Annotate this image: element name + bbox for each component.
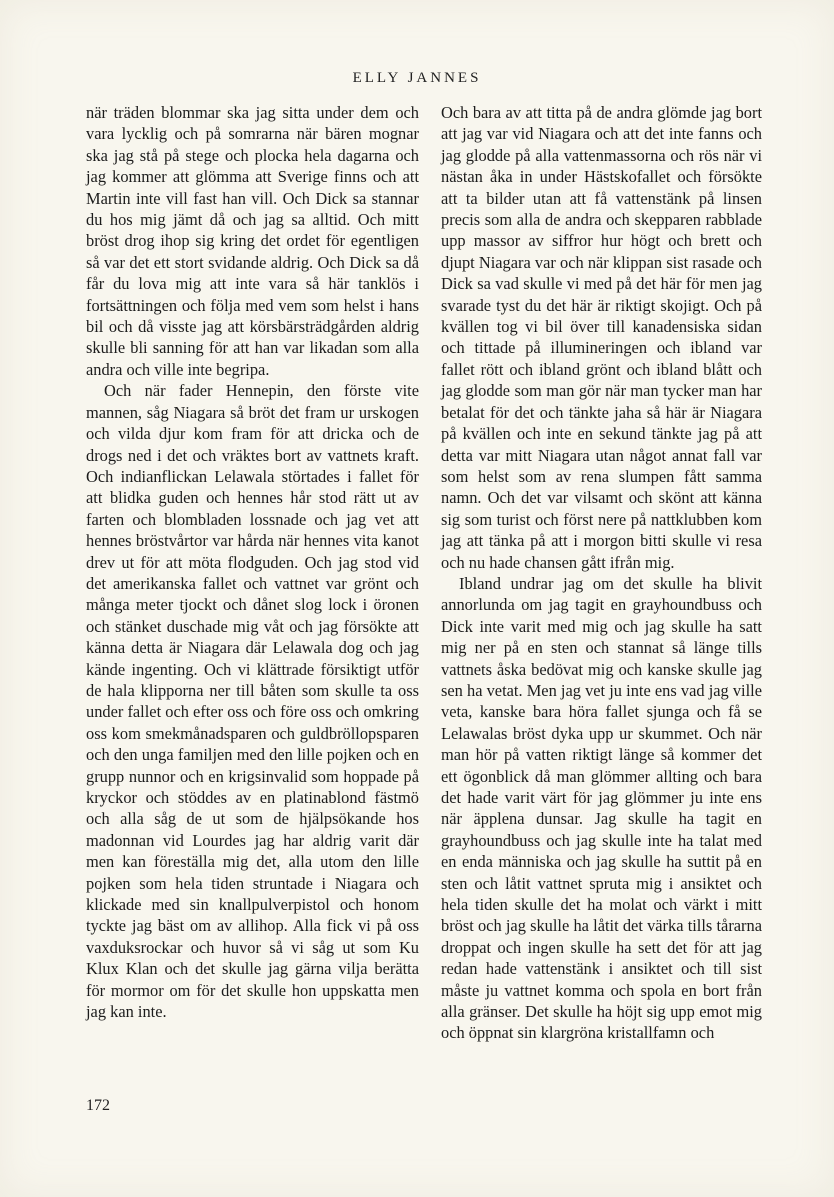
left-column	[86, 102, 419, 1022]
running-head: ELLY JANNES	[352, 70, 482, 86]
right-paragraph-2: Ibland undrar jag om det skulle ha blivit annorlunda om jag tagit en grayhoundbuss och Dick inte varit med mig och jag skulle ha satt mig ner på en sten och stannat så länge tills vattnets åska bedövat mig och kanske skulle jag sen ha vetat. Men jag vet ju inte ens vad jag ville veta, kanske bara höra fallet sjunga och få se Lelawalas bröst dyka upp ur skummet. Och när man hör på vatten riktigt länge så kommer det ett ögonblick då man glömmer allting och bara det hade varit värt för jag glömmer ju inte ens när äpplena dunsar. Jag skulle ha tagit en grayhoundbuss och jag skulle inte ha talat med en enda människa och jag skulle ha suttit på en sten och låtit vattnet spruta mig i ansiktet och hela tiden skulle det ha molat och värkt i mitt bröst och jag skulle ha låtit det värka tills tårarna droppat och ingen skulle ha sett det för att jag redan hade vattenstänk i ansiktet och till sist måste ju vattnet komma och spola en bort från alla gränser. Det skulle ha höjt sig upp emot mig och öppnat sin klargröna kristallfamn och	[441, 573, 762, 1043]
left-paragraph-2: Och när fader Hennepin, den förste vite mannen, såg Niagara så bröt det fram ur urskogen och vilda djur kom fram för att dricka och de drogs ned i det och vräktes bort av vattnets kraft. Och indianflickan Lelawala störtades i fallet för att blidka guden och hennes hår stod rätt ut av farten och blombladen lossnade och jag vet att hennes bröstvårtor var hårda när hennes vita kanot drev ut för att möta flodguden. Och jag stod vid det amerikanska fallet och vattnet var grönt och många meter tjockt och dånet slog lock i öronen och stänket duschade mig våt och jag försökte att känna detta är Niagara där Lelawala dog och jag kände ingenting. Och vi klättrade försiktigt utför de hala klipporna ner till båten som skulle ta oss under fallet och efter oss och före oss och omkring oss kom smekmånadsparen och guldbröllopsparen och den unga familjen med den lille pojken och en grupp nunnor och en krigsinvalid som hoppade på kryckor och stöddes av en platinablond fästmö och alla såg de ut som de hjälpsökande hos madonnan vid Lourdes jag har aldrig varit där men kan föreställa mig det, alla utom den lille pojken som hela tiden struntade i Niagara och klickade med sin knallpulverpistol och honom tyckte jag bäst om av allihop. Alla fick vi på oss vaxduksrockar och huvor så vi såg ut som Ku Klux Klan och det skulle jag gärna vilja berätta för mormor om för det skulle hon uppskatta men jag kan inte.	[86, 381, 419, 1022]
right-column	[441, 102, 762, 1044]
left-paragraph-1: när träden blommar ska jag sitta under dem och vara lycklig och på somrarna när bären mognar ska jag stå på stege och plocka hela dagarna och jag kommer att glömma att Sverige finns och att Martin inte vill fast han vill. Och Dick sa stannar du hos mig jämt då och jag sa alltid. Och mitt bröst drog ihop sig kring det ordet för egentligen så var det ett stort svidande aldrig. Och Dick sa då får du lova mig att inte vara så här tanklös i fortsättningen och följa med vem som helst i hans bil och då visste jag att körsbärsträdgården aldrig skulle bli sanning för att han var likadan som alla andra och ville inte begripa.	[86, 103, 419, 379]
page-number: 172	[86, 1097, 110, 1114]
right-paragraph-1: Och bara av att titta på de andra glömde jag bort att jag var vid Niagara och att det inte fanns och jag glodde på alla vattenmassorna och rös när vi nästan åka in under Hästskofallet och försökte att ta bilder utan att få vattenstänk på linsen precis som alla de andra och skepparen rabblade upp massor av siffror hur högt och brett och djupt Niagara var och när klippan sist rasade och Dick sa vad skulle vi med på det här för men jag svarade tyst du det här är riktigt skojigt. Och på kvällen tog vi bil över till kanadensiska sidan och tittade på illumineringen och ibland var fallet rött och ibland grönt och ibland blått och jag glodde som man gör när man tycker man har betalat för det och tänkte jaha så här är Niagara på kvällen och inte en sekund tänkte jag på att detta var mitt Niagara utan något annat fall var som helst som av rena slumpen fått samma namn. Och det var vilsamt och skönt att känna sig som turist och först nere på nattklubben kom jag att tänka på att i morgon bitti skulle vi resa och nu hade chansen gått ifrån mig.	[441, 103, 762, 572]
